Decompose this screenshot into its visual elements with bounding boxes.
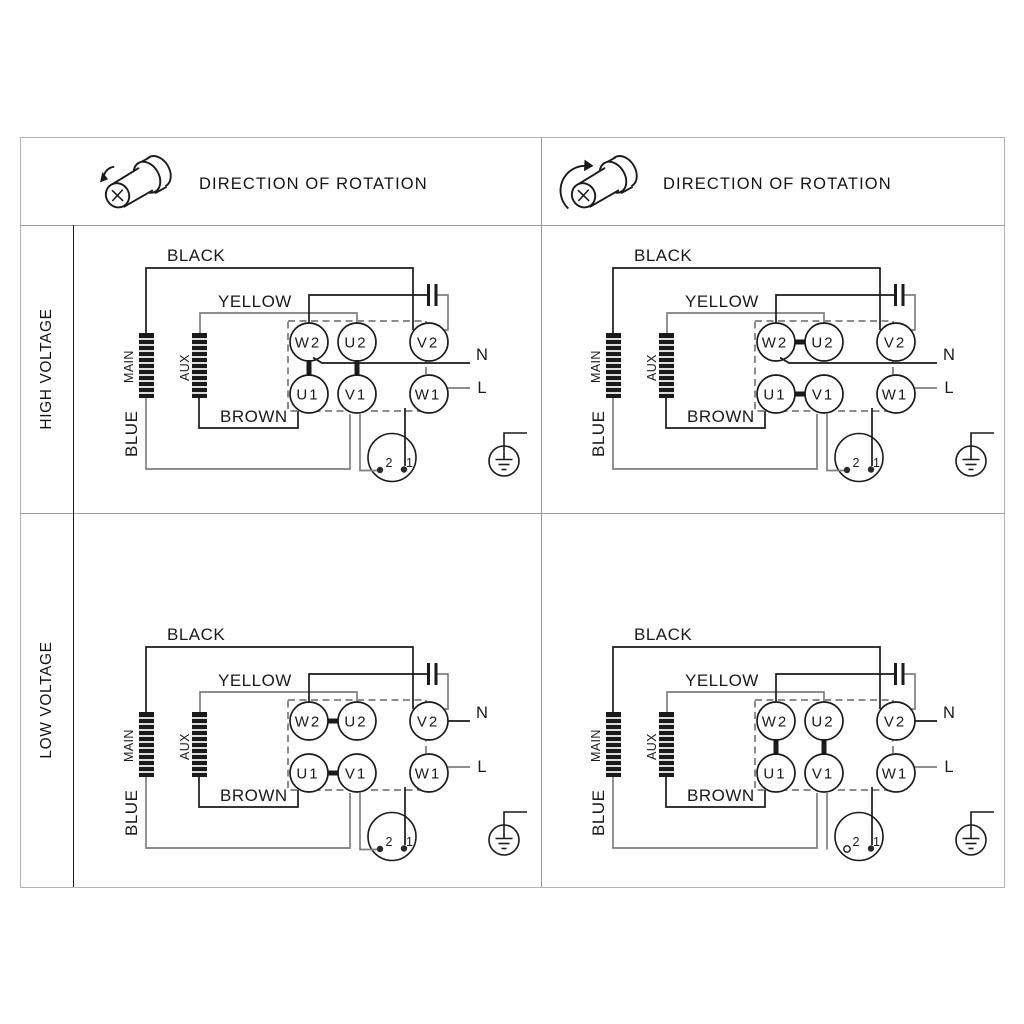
black-wire-label: BLACK [167,246,226,265]
blue-wire-label: BLUE [122,789,141,836]
neutral-label: N [476,704,488,722]
line-label: L [477,379,487,397]
terminal-label-v1: V1 [344,765,368,783]
wire-yellow [200,313,357,333]
capacitor-lead-from-w2 [309,295,427,323]
wire-yellow [667,313,824,333]
terminal-label-w1: W1 [881,386,909,404]
terminal-label-u1: U1 [296,765,320,783]
terminal-label-w2: W2 [761,713,789,731]
terminal-label-w1: W1 [881,765,909,783]
brown-wire-label: BROWN [220,786,288,805]
line-label: L [477,758,487,776]
protector-terminal-2-label: 2 [852,456,860,470]
neutral-line [780,358,937,364]
terminal-label-v1: V1 [811,386,835,404]
terminal-label-w1: W1 [414,386,442,404]
terminal-label-u1: U1 [296,386,320,404]
terminal-label-u1: U1 [763,386,787,404]
protector-terminal-1-label: 1 [873,456,880,470]
terminal-label-u2: U2 [811,334,835,352]
line-label: L [944,758,954,776]
ground-symbol [489,433,527,476]
capacitor-lead-from-w2 [309,674,427,702]
line-label: L [944,379,954,397]
capacitor-plate-right [435,284,438,306]
main-winding [606,712,621,777]
protector-dot-2 [377,467,383,473]
blue-wire-label: BLUE [589,789,608,836]
aux-winding-label: AUX [645,354,659,381]
neutral-label: N [943,346,955,364]
link-w2-u2 [795,340,806,345]
row-label-high-voltage: HIGH VOLTAGE [38,308,55,430]
black-wire-label: BLACK [634,625,693,644]
capacitor-lead-to-v2 [905,295,916,330]
diagram-high-voltage-direction-2 [589,246,994,482]
capacitor-lead-from-w2 [776,295,894,323]
terminal-label-w1: W1 [414,765,442,783]
protector-terminal-2-label: 2 [852,835,860,849]
capacitor-plate-right [902,663,905,685]
capacitor-plate-left [894,284,897,306]
brown-wire-label: BROWN [687,407,755,426]
blue-wire-label: BLUE [122,410,141,457]
main-winding [606,333,621,398]
main-winding-label: MAIN [122,350,136,383]
main-winding-label: MAIN [122,729,136,762]
diagram-high-voltage-direction-1 [122,246,527,482]
main-winding [139,712,154,777]
link-w2-u1 [307,360,312,376]
protector-terminal-1-label: 1 [406,835,413,849]
terminal-label-v2: V2 [416,334,440,352]
link-u1-v1 [328,771,339,776]
capacitor-plate-right [902,284,905,306]
terminal-label-w2: W2 [294,713,322,731]
terminal-label-w2: W2 [761,334,789,352]
terminal-label-u1: U1 [763,765,787,783]
link-u1-v1 [795,392,806,397]
ground-symbol [956,433,994,476]
aux-winding-label: AUX [178,354,192,381]
terminal-label-v2: V2 [883,713,907,731]
link-w2-u1 [774,739,779,755]
yellow-wire-label: YELLOW [218,671,292,690]
terminal-label-u2: U2 [344,334,368,352]
direction-of-rotation-title-left: DIRECTION OF ROTATION [199,175,428,193]
yellow-wire-label: YELLOW [685,671,759,690]
terminal-label-u2: U2 [811,713,835,731]
diagram-low-voltage-direction-1 [122,625,527,861]
aux-winding-label: AUX [645,733,659,760]
protector-terminal-1-label: 1 [873,835,880,849]
terminal-label-v2: V2 [416,713,440,731]
capacitor-plate-left [427,284,430,306]
neutral-line [313,358,470,364]
link-u2-v1 [822,739,827,755]
ground-symbol [489,812,527,855]
capacitor-lead-to-v2 [438,674,449,709]
capacitor-plate-left [894,663,897,685]
aux-winding [659,333,674,398]
capacitor-lead-to-v2 [905,674,916,709]
main-winding-label: MAIN [589,350,603,383]
brown-wire-label: BROWN [687,786,755,805]
capacitor-lead-to-v2 [438,295,449,330]
capacitor-plate-left [427,663,430,685]
ground-wire [971,433,994,446]
neutral-label: N [476,346,488,364]
ground-wire [504,433,527,446]
main-winding-label: MAIN [589,729,603,762]
protector-terminal-1-label: 1 [406,456,413,470]
protector-dot-2 [377,846,383,852]
ground-wire [971,812,994,825]
direction-of-rotation-title-right: DIRECTION OF ROTATION [663,175,892,193]
aux-winding [192,333,207,398]
protector-terminal-2-label: 2 [385,456,393,470]
aux-winding [192,712,207,777]
main-winding [139,333,154,398]
terminal-label-v2: V2 [883,334,907,352]
black-wire-label: BLACK [167,625,226,644]
capacitor-plate-right [435,663,438,685]
black-wire-label: BLACK [634,246,693,265]
blue-wire-label: BLUE [589,410,608,457]
link-w2-u2 [328,719,339,724]
terminal-label-w2: W2 [294,334,322,352]
aux-winding-label: AUX [178,733,192,760]
aux-winding [659,712,674,777]
protector-terminal-2-label: 2 [385,835,393,849]
wire-yellow [200,692,357,712]
terminal-label-u2: U2 [344,713,368,731]
neutral-label: N [943,704,955,722]
protector-dot-2-open [844,846,850,852]
capacitor-lead-from-w2 [776,674,894,702]
brown-wire-label: BROWN [220,407,288,426]
terminal-label-v1: V1 [344,386,368,404]
thermal-protector [835,787,883,861]
row-label-low-voltage: LOW VOLTAGE [38,641,55,759]
ground-wire [504,812,527,825]
yellow-wire-label: YELLOW [218,292,292,311]
diagram-low-voltage-direction-2 [589,625,994,861]
terminal-label-v1: V1 [811,765,835,783]
protector-dot-2 [844,467,850,473]
wire-yellow [667,692,824,712]
yellow-wire-label: YELLOW [685,292,759,311]
ground-symbol [956,812,994,855]
